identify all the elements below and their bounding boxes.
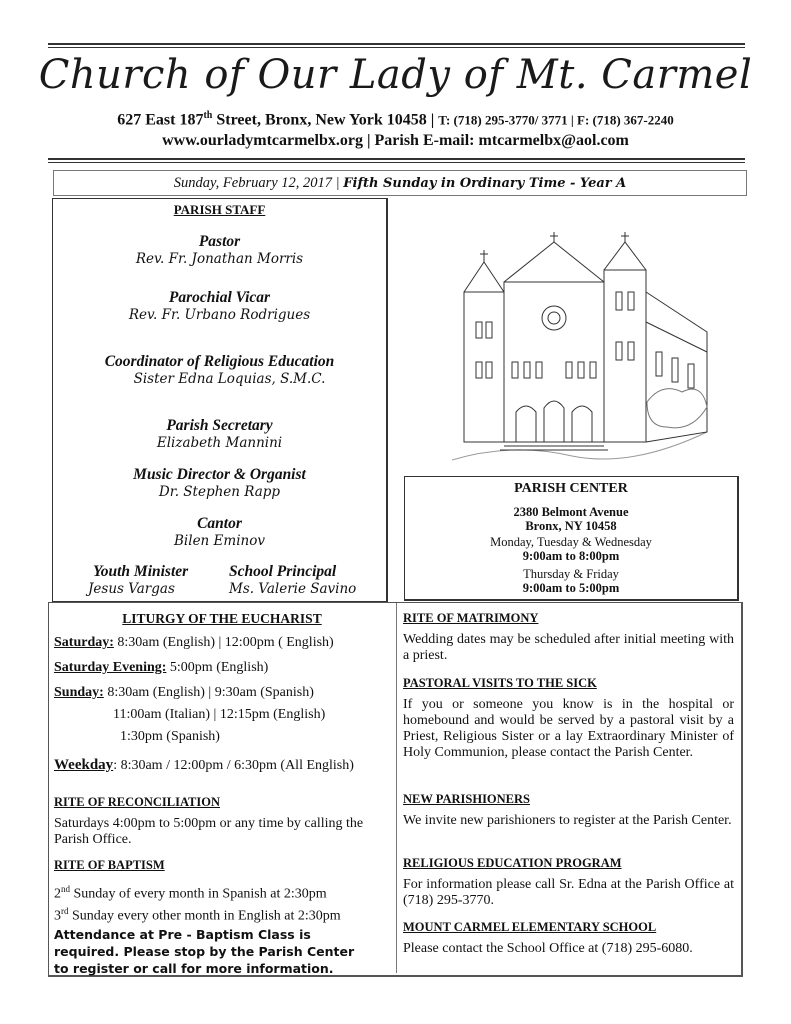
parish-center-hours-1: 9:00am to 8:00pm [522, 549, 620, 563]
weekday-label: Weekday [54, 757, 114, 773]
parish-center-hours-2: 9:00am to 5:00pm [522, 581, 620, 595]
header-bottom-rule-1 [48, 158, 745, 160]
liturgy-heading: LITURGY OF THE EUCHARIST [122, 611, 322, 626]
baptism-line-2-rest: Sunday every other month in English at 2:30pm [68, 908, 341, 924]
secretary-role: Parish Secretary [166, 417, 273, 434]
address-street: 627 East 187 [117, 111, 204, 129]
address-phones: T: (718) 295-3770/ 3771 | F: (718) 367-2240 [438, 112, 674, 128]
sunday-label: Sunday: [54, 685, 104, 700]
baptism-line-2-num: 3 [54, 908, 61, 924]
church-building-illustration [452, 232, 712, 470]
weekday-line [54, 757, 390, 774]
saturday-line [54, 635, 390, 651]
youth-role: Youth Minister [93, 563, 189, 580]
baptism-line-2 [54, 903, 390, 925]
weekday-times: : 8:30am / 12:00pm / 6:30pm (All English) [113, 758, 354, 773]
parish-staff-box [52, 198, 388, 603]
parish-staff-heading: PARISH STAFF [173, 202, 266, 217]
date-bar [53, 170, 747, 196]
baptism-line-1 [54, 881, 390, 903]
reconciliation-section [54, 795, 384, 848]
school-heading: MOUNT CARMEL ELEMENTARY SCHOOL [403, 920, 657, 934]
principal-role: School Principal [229, 563, 337, 580]
religious-education-text: For information please call Sr. Edna at the Parish Office at (718) 295-3770. [403, 877, 734, 908]
sick-visits-text: If you or someone you know is in the hospital or homebound and would be served by a pastoral visit by a Priest, Religious Sister or a lay Extraordinary Minister of Holy Communion, please contact the Parish Center. [403, 697, 734, 760]
saturday-evening-label: Saturday Evening: [54, 660, 167, 675]
matrimony-text: Wedding dates may be scheduled after initial meeting with a priest. [403, 632, 734, 663]
sunday-times-3: 1:30pm (Spanish) [120, 729, 220, 744]
parish-center-heading: PARISH CENTER [514, 481, 628, 496]
parish-center-street: 2380 Belmont Avenue [513, 505, 629, 519]
youth-name: Jesus Vargas [88, 581, 175, 597]
parish-center-city: Bronx, NY 10458 [525, 519, 617, 533]
religious-ed-role: Coordinator of Religious Education [104, 353, 335, 370]
sunday-line-1 [54, 685, 390, 701]
saturday-evening-line [54, 660, 390, 676]
top-rule-2 [48, 47, 745, 48]
saturday-evening-times: 5:00pm (English) [166, 660, 269, 675]
new-parishioners-heading: NEW PARISHIONERS [403, 792, 530, 806]
sick-visits-section [403, 676, 734, 761]
cantor-role: Cantor [197, 515, 242, 532]
reconciliation-text: Saturdays 4:00pm to 5:00pm or any time by calling the Parish Office. [54, 816, 364, 847]
vicar-role: Parochial Vicar [168, 289, 271, 306]
address-city: Street, Bronx, New York 10458 | [212, 111, 439, 129]
new-parishioners-section [403, 792, 734, 829]
school-text: Please contact the School Office at (718) 295-6080. [403, 941, 693, 956]
baptism-line-1-num: 2 [54, 886, 61, 902]
sunday-times-2: 11:00am (Italian) | 12:15pm (English) [113, 707, 326, 722]
religious-education-section [403, 856, 734, 909]
cantor-name: Bilen Eminov [174, 533, 265, 549]
parish-center-days-1: Monday, Tuesday & Wednesday [490, 535, 652, 549]
new-parishioners-text: We invite new parishioners to register at the Parish Center. [403, 813, 732, 828]
sunday-times-1: 8:30am (English) | 9:30am (Spanish) [103, 685, 314, 700]
baptism-section [54, 858, 390, 977]
pastor-name: Rev. Fr. Jonathan Morris [135, 251, 304, 267]
pastor-role: Pastor [198, 233, 241, 250]
website-email: www.ourladymtcarmelbx.org | Parish E-mail: mtcarmelbx@aol.com [162, 132, 629, 149]
baptism-heading: RITE OF BAPTISM [54, 858, 165, 872]
matrimony-section [403, 611, 734, 664]
principal-name: Ms. Valerie Savino [229, 581, 357, 597]
saturday-label: Saturday: [54, 635, 114, 650]
bulletin-date: Sunday, February 12, 2017 | [173, 175, 344, 191]
parish-center-box [404, 476, 739, 601]
religious-ed-name: Sister Edna Loquias, S.M.C. [133, 371, 326, 387]
religious-education-heading: RELIGIOUS EDUCATION PROGRAM [403, 856, 622, 870]
liturgical-day: Fifth Sunday in Ordinary Time - Year A [343, 176, 627, 191]
header-bottom-rule-2 [48, 162, 745, 163]
sick-visits-heading: PASTORAL VISITS TO THE SICK [403, 676, 597, 690]
matrimony-heading: RITE OF MATRIMONY [403, 611, 539, 625]
music-role: Music Director & Organist [133, 466, 306, 483]
vicar-name: Rev. Fr. Urbano Rodrigues [128, 307, 311, 323]
church-address [0, 110, 791, 129]
liturgy-section [54, 611, 390, 774]
school-section [403, 920, 734, 957]
saturday-times: 8:30am (English) | 12:00pm ( English) [113, 635, 334, 650]
baptism-line-2-sup: rd [61, 905, 69, 916]
music-name: Dr. Stephen Rapp [158, 484, 281, 500]
parish-center-days-2: Thursday & Friday [523, 567, 619, 581]
reconciliation-heading: RITE OF RECONCILIATION [54, 795, 220, 809]
church-title: Church of Our Lady of Mt. Carmel [38, 52, 753, 98]
top-rule-1 [48, 43, 745, 45]
address-sup: th [203, 110, 213, 121]
baptism-note: Attendance at Pre - Baptism Class is required. Please stop by the Parish Center to register or call for more information. [54, 927, 355, 977]
baptism-line-1-sup: nd [61, 884, 70, 894]
baptism-line-1-rest: Sunday of every month in Spanish at 2:30pm [70, 886, 327, 902]
column-divider [396, 603, 397, 973]
secretary-name: Elizabeth Mannini [156, 435, 283, 451]
